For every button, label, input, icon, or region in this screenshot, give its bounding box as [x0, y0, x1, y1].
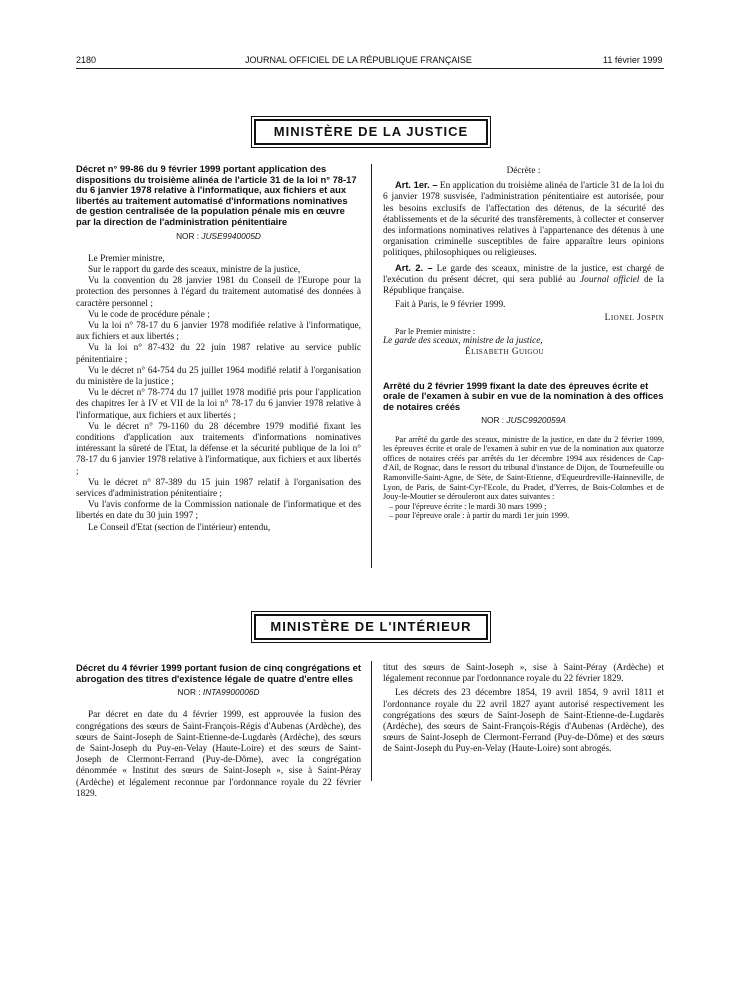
garde-name: Élisabeth Guigou [465, 347, 545, 358]
page-number: 2180 [76, 55, 97, 65]
signatory-name: Lionel Jospin [604, 313, 664, 324]
preamble-line: Le Conseil d'Etat (section de l'intérieur) entendu, [88, 522, 271, 533]
preamble-line: Vu le code de procédure pénale ; [88, 309, 210, 320]
column-divider [371, 661, 372, 781]
preamble-line: Vu la convention du 28 janvier 1981 du Conseil de l'Europe pour la protection des personnes à l'égard du traitement automatisé des données à caractère personnel ; [76, 276, 361, 309]
preamble-line: Vu l'avis conforme de la Commission nationale de l'informatique et des libertés en date du 30 juin 1997 ; [76, 500, 361, 522]
decree-paragraph-1: Par décret en date du 4 février 1999, est approuvée la fusion des congrégations des sœurs de Saint-François-Régis d'Aubenas (Ardèche), des sœurs de Saint-Joseph de Saint-Etienne-de-Lugdarès (Ardèche), des sœurs de Saint-Joseph du Puy-en-Velay (Haute-Loire) et des sœurs de Saint-Joseph de Clermont-Ferrand (Puy-de-Dôme), avec la congrégation dénommée « Institut des sœurs de Saint-Joseph », sise à Saint-Péray (Ardèche) et légalement reconnue par l'ordonnance royale du 22 février 1829. [76, 710, 361, 799]
article-2: Art. 2. – Le garde des sceaux, ministre de la justice, est chargé de l'exécution du présent décret, qui sera publié au Journal officiel de la République française. [383, 262, 665, 297]
section-heading-justice: MINISTÈRE DE LA JUSTICE [254, 119, 488, 145]
section-heading-interieur: MINISTÈRE DE L'INTÉRIEUR [254, 614, 488, 640]
nor-reference: NOR : JUSE9940005D [176, 230, 261, 241]
preamble-line: Vu la loi n° 87-432 du 22 juin 1987 relative au service public pénitentiaire ; [76, 343, 361, 365]
arrete-body: Par arrêté du garde des sceaux, ministre de la justice, en date du 2 février 1999, les épreuves écrite et orale de l'examen à subir en vue de la nomination aux quatorze offices de notaires créés par arrêtés du 1er décembre 1994 aux résidences de Cap-d'Ail, de Rognac, dans le ressort du tribunal d'instance de Dijon, de Tournefeuille ou Ramonville-Saint-Agne, de Sète, de Saint-Etienne, d'Equeurdreville-Hainneville, de Lyon, de Paris, de Saint-Cyr-l'Ecole, du Pradet, d'Yerres, de Bois-Colombes et de Jouy-le-Moutier se dérouleront aux dates suivantes : [383, 434, 664, 502]
nor-reference: NOR : JUSC9920059A [481, 415, 566, 426]
decree-title: Décret n° 99-86 du 9 février 1999 portant application des dispositions du troisième alinéa de l'article 31 de la loi n° 78-17 du 6 janvier 1978 relative à l'informatique, aux fichiers et aux libertés au traitement automatisé d'informations nominatives de gestion centralisée de la population pénale mis en œuvre par la direction de l'administration pénitentiaire [76, 163, 357, 227]
decree-paragraph-2: Les décrets des 23 décembre 1854, 19 avril 1854, 9 avril 1811 et l'ordonnance royale du 22 avril 1827 ayant autorisé respectivement les congrégations des sœurs de Saint-Joseph de Saint-Etienne-de-Lugdarès (Ardèche), des sœurs de Saint-François-Régis d'Aubenas (Ardèche), des sœurs de Saint-Joseph de Clermont-Ferrand (Puy-de-Dôme) et des sœurs de Saint-Joseph du Puy-en-Velay (Haute-Loire) sont abrogés. [383, 688, 664, 755]
header-rule [76, 68, 664, 69]
preamble-line: Vu le décret n° 79-1160 du 28 décembre 1979 modifié fixant les conditions d'application aux traitements d'informations nominatives intéressant la sûreté de l'Etat, la défense et la sécurité publique de la loi n° 78-17 du 6 janvier 1978 relative à l'informatique, aux fichiers et aux libertés ; [76, 421, 361, 477]
issue-date: 11 février 1999 [603, 55, 663, 65]
fait-a-paris: Fait à Paris, le 9 février 1999. [395, 300, 506, 311]
preamble-line: Le Premier ministre, [88, 253, 165, 264]
decree-justice-left-column [76, 164, 361, 534]
column-divider [371, 164, 372, 568]
preamble-line: Sur le rapport du garde des sceaux, ministre de la justice, [88, 264, 301, 275]
preamble-line: Vu le décret n° 64-754 du 25 juillet 1964 modifié relatif à l'organisation du ministère de la justice ; [76, 365, 361, 387]
arrete-item-written: – pour l'épreuve écrite : le mardi 30 mars 1999 ; [389, 501, 547, 511]
preamble-line: Vu le décret n° 87-389 du 15 juin 1987 relatif à l'organisation des services d'administration pénitentiaire ; [76, 477, 361, 500]
preamble-line: Vu la loi n° 78-17 du 6 janvier 1978 modifiée relative à l'informatique, aux fichiers et aux libertés ; [76, 320, 361, 343]
decree-title: Décret du 4 février 1999 portant fusion de cinq congrégations et abrogation des titres d'existence légale de quatre d'entre elles [76, 662, 361, 684]
par-premier-ministre: Par le Premier ministre : [395, 326, 476, 336]
decree-paragraph-1-continued: titut des sœurs de Saint-Joseph », sise à Saint-Péray (Ardèche) et légalement reconnue par l'ordonnance royale du 22 février 1829. [383, 663, 664, 685]
article-1: Art. 1er. – En application du troisième alinéa de l'article 31 de la loi du 6 janvier 1978 susvisée, l'administration pénitentiaire est autorisée, pour les besoins exclusifs de l'affectation des détenus, de la sécurité des établissements et de la sécurité des transfèrements, à collecter et conserver des informations nominatives relatives à l'appartenance des détenus à une organisation criminelle susceptibles de faire apparaître leurs opinions politiques, philosophiques ou religieuses. [383, 180, 664, 259]
preamble-line: Vu le décret n° 78-774 du 17 juillet 1978 modifié pris pour l'application des chapitres Ier à IV et VII de la loi n° 78-17 du 6 janvier 1978 relative à l'informatique, aux fichiers et aux libertés ; [76, 388, 361, 421]
arrete-item-oral: – pour l'épreuve orale : à partir du mardi 1er juin 1999. [389, 511, 570, 521]
nor-reference: NOR : INTA9900006D [177, 687, 260, 698]
arrete-title: Arrêté du 2 février 1999 fixant la date des épreuves écrite et orale de l'examen à subir en vue de la nomination à des offices de notaires créés [383, 379, 664, 412]
journal-title: JOURNAL OFFICIEL DE LA RÉPUBLIQUE FRANÇAISE [245, 55, 472, 65]
decrete-label: Décrète : [506, 166, 541, 176]
decree-interieur-right-column [383, 663, 664, 756]
decree-justice-right-column [383, 166, 664, 521]
garde-title: Le garde des sceaux, ministre de la justice, [383, 336, 543, 347]
decree-interieur-left-column [76, 662, 361, 799]
